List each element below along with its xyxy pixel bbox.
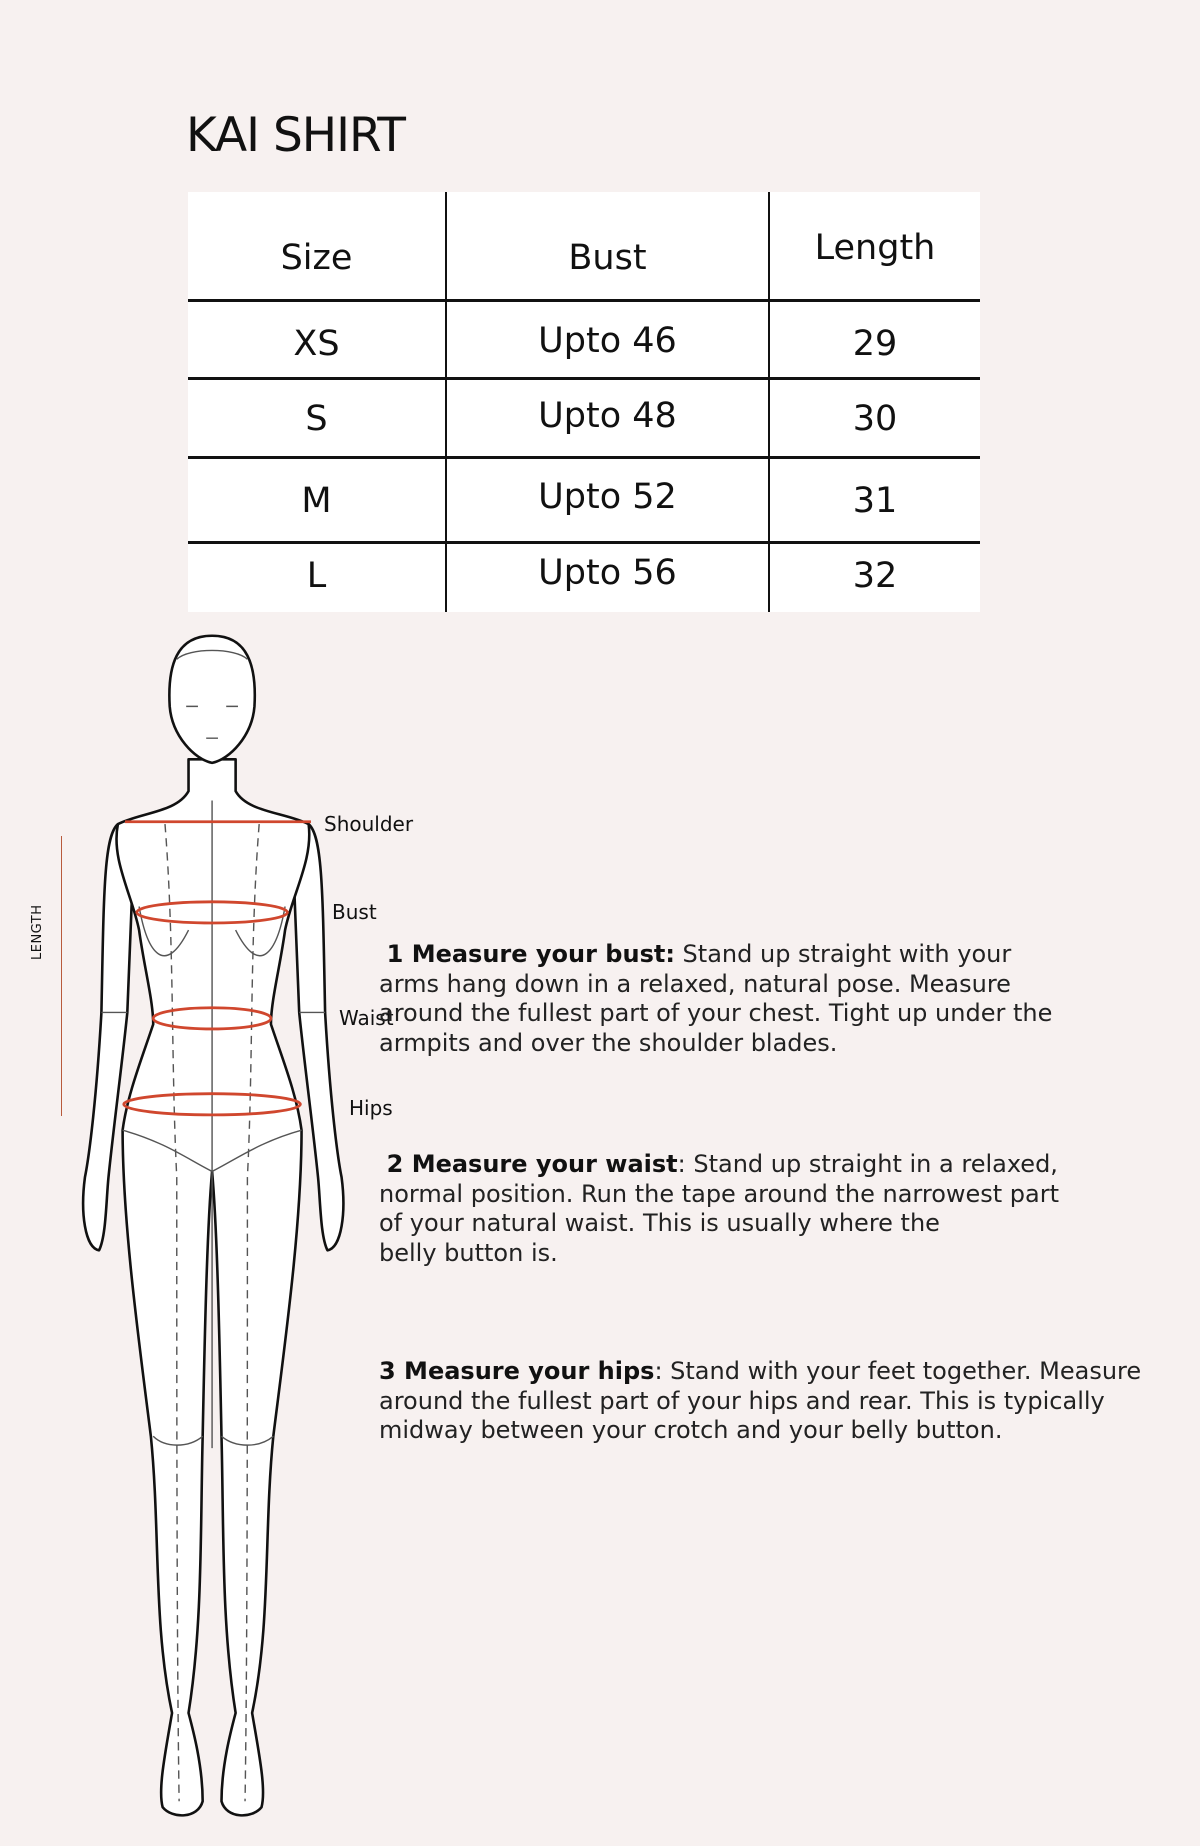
cell-length: 29: [852, 324, 898, 364]
cell-bust: Upto 46: [538, 321, 677, 361]
cell-size: S: [305, 399, 328, 439]
header-length: Length: [814, 228, 936, 268]
instruction-line: armpits and over the shoulder blades.: [379, 1028, 838, 1057]
header-bust: Bust: [568, 238, 647, 278]
shoulder-label: Shoulder: [324, 812, 414, 836]
instruction-line: normal position. Run the tape around the narrowest part: [379, 1179, 1060, 1208]
instruction-line: belly button is.: [379, 1238, 558, 1267]
cell-bust: Upto 56: [538, 553, 677, 593]
cell-length: 32: [852, 556, 898, 596]
cell-size: M: [301, 481, 332, 521]
length-indicator-line: [61, 836, 62, 1116]
waist-instruction: [379, 1150, 1179, 1268]
instruction-line: : Stand up straight in a relaxed,: [677, 1150, 1058, 1178]
instruction-line: around the fullest part of your chest. Tight up under the: [379, 999, 1053, 1027]
cell-size: L: [306, 556, 327, 596]
bust-label: Bust: [332, 900, 377, 924]
instruction-line: arms hang down in a relaxed, natural pose. Measure: [379, 969, 1011, 998]
hips-instruction: [379, 1357, 1179, 1446]
instruction-heading: 2 Measure your waist: [386, 1150, 678, 1178]
cell-length: 31: [852, 481, 898, 521]
length-label: LENGTH: [30, 904, 45, 960]
instruction-line: midway between your crotch and your belly button.: [379, 1416, 1003, 1444]
instruction-line: of your natural waist. This is usually where the: [379, 1209, 940, 1237]
instruction-line: around the fullest part of your hips and rear. This is typically: [379, 1386, 1105, 1415]
header-size: Size: [280, 238, 353, 278]
waist-label: Waist: [339, 1006, 394, 1030]
cell-bust: Upto 52: [538, 477, 677, 517]
page-title: KAI SHIRT: [186, 108, 405, 163]
instruction-heading: 3 Measure your hips: [379, 1357, 655, 1385]
hips-label: Hips: [349, 1096, 393, 1120]
instruction-line: Stand up straight with your: [674, 940, 1012, 968]
cell-size: XS: [293, 324, 340, 364]
bust-instruction: [379, 940, 1179, 1058]
instruction-line: : Stand with your feet together. Measure: [654, 1357, 1142, 1385]
cell-bust: Upto 48: [538, 396, 677, 436]
cell-length: 30: [852, 399, 898, 439]
instruction-heading: 1 Measure your bust:: [386, 940, 675, 968]
